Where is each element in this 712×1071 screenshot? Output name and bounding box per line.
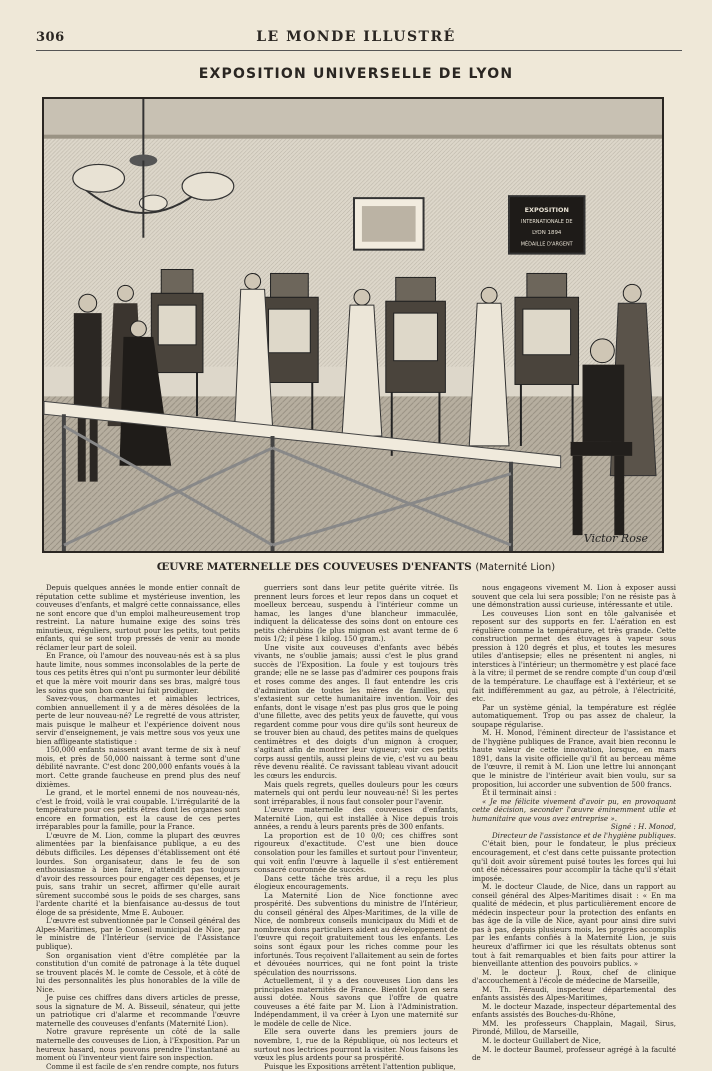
paragraph: M. le docteur J. Roux, chef de clinique d'accouchement à l'école de médecine de Marseille, <box>472 967 676 986</box>
artist-signature: Victor Rose <box>583 532 648 545</box>
paragraph: Je puise ces chiffres dans divers articles de presse, sous la signature de M. A. Bisseuil, sénateur, qui jette un patriotique cri d'alarme et recommande l'œuvre maternelle des couveuses d'enfants (Maternité Lion). <box>36 993 240 1028</box>
paragraph: L'œuvre est subventionnée par le Conseil général des Alpes-Maritimes, par le Conseil municipal de Nice, par le ministre de l'Intérieur (service de l'Assistance publique). <box>36 916 240 951</box>
paragraph: Directeur de l'assistance et de l'hygiène publiques. <box>491 830 676 840</box>
paragraph: Savez-vous, charmantes et aimables lectrices, combien annuellement il y a de mères désolées de la perte de leur nouveau-né? Le regretté de vous attrister, mais puisque le malheur et l'expérience doivent nous servir d'enseignement, je vais mettre sous vos yeux une bien affligeante statistique : <box>36 694 240 746</box>
poster-line: INTERNATIONALE DE <box>521 218 573 225</box>
paragraph: Le grand, et le mortel ennemi de nos nouveau-nés, c'est le froid, voilà le vrai coupable. L'irrégularité de la température pour ces petits êtres dont les organes sont encore en formation, est la cause de ces pertes irréparables pour la famille, pour la France. <box>36 788 240 832</box>
caption-sub: (Maternité Lion) <box>475 562 556 573</box>
paragraph: M. le docteur Guillabert de Nice, <box>482 1035 601 1045</box>
illustration-caption <box>0 561 712 573</box>
incubator-hall-engraving <box>44 99 662 551</box>
journal-title: LE MONDE ILLUSTRÉ <box>256 29 456 45</box>
article-column-1 <box>36 583 240 1071</box>
paragraph: La Maternité Lion de Nice fonctionne avec prospérité. Des subventions du ministre de l'Intérieur, du conseil général des Alpes-Maritimes, de la ville de Nice, de nombreux conseils municipaux du Midi et de nombreux dons particuliers aident au développement de l'œuvre qui reçoit gratuitement tous les enfants. Les soins sont égaux pour les riches comme pour les infortunés. Tous reçoivent l'allaitement au sein de fortes et dévouées nourrices, qui ne font point la triste spéculation des nourrissons. <box>254 890 458 977</box>
caption-main: ŒUVRE MATERNELLE DES COUVEUSES D'ENFANTS <box>156 561 472 573</box>
paragraph: Dans cette tâche très ardue, il a reçu les plus élogieux encouragements. <box>254 873 458 892</box>
article-column-2 <box>254 583 458 1071</box>
paragraph: nous engageons vivement M. Lion à exposer aussi souvent que cela lui sera possible; l'on ne résiste pas à une démonstration aussi curieuse, intéressante et utile. <box>472 583 676 610</box>
exposition-poster <box>509 196 585 253</box>
paragraph: Son organisation vient d'être complétée par la constitution d'un comité de patronage à la tête duquel se trouvent placés M. le comte de Cessole, et à côté de lui des personnalités les plus honorables de la ville de Nice. <box>36 950 240 994</box>
paragraph: M. le docteur Baumel, professeur agrégé à la faculté de <box>472 1044 676 1063</box>
paragraph: Les couveuses Lion sont en tôle galvanisée et reposent sur des supports en fer. L'aération en est régulière comme la température, et très grande. Cette construction permet des étuvages à vapeur sous pression à 120 degrés et plus, et toutes les mesures utiles d'antisepsie; elles ne présentent ni angles, ni interstices à l'intérieur; un thermomètre y est placé face à la vitre; il permet de se rendre compte d'un coup d'œil de la température. Le chauffage est à l'extérieur, et se fait indifféremment au gaz, au pétrole, à l'électricité, etc. <box>472 608 676 704</box>
paragraph: L'œuvre maternelle des couveuses d'enfants, Maternité Lion, qui est installée à Nice depuis trois années, a rendu à leurs parents près de 300 enfants. <box>254 805 458 832</box>
engraving-illustration <box>42 97 664 553</box>
poster-line: LYON 1894 <box>532 229 562 236</box>
paragraph: C'était bien, pour le fondateur, le plus précieux encouragement, et c'est dans cette puissante protection qu'il doit avoir sûrement puisé toutes les forces qui lui ont été nécessaires pour accomplir la tâche qu'il s'était imposée. <box>472 839 676 883</box>
wall-picture <box>354 198 424 250</box>
paragraph: M. Th. Féraudi, inspecteur départemental des enfants assistés des Alpes-Maritimes, <box>472 984 676 1003</box>
paragraph: Actuellement, il y a des couveuses Lion dans les principales maternités de France. Bientôt Lyon en sera aussi dotée. Nous savons que l'offre de quatre couveuses a été faite par M. Lion à l'Administration. Indépendamment, il va créer à Lyon une maternité sur le modèle de celle de Nice. <box>254 976 458 1028</box>
poster-line: EXPOSITION <box>524 206 569 214</box>
paragraph: Comme il est facile de s'en rendre compte, nos futurs <box>46 1061 239 1071</box>
paragraph: Mais quels regrets, quelles douleurs pour les cœurs maternels qui ont perdu leur nouveau-né! Si les pertes sont irréparables, il nous faut consoler pour l'avenir. <box>254 779 458 806</box>
paragraph: Puisque les Expositions arrêtent l'attention publique, <box>264 1061 456 1071</box>
paragraph: Et il terminait ainsi : <box>482 788 557 798</box>
poster-line: MÉDAILLE D'ARGENT <box>520 241 573 248</box>
paragraph: L'œuvre de M. Lion, comme la plupart des œuvres alimentées par la bienfaisance publique, a eu des débuts difficiles. Les dépenses d'établissement ont été lourdes. Son organisateur, dans le feu de son enthousiasme à bien faire, n'attendit pas toujours d'avoir des ressources pour engager ces dépenses, et je puis, sans trahir un secret, affirmer qu'elle aurait sûrement succombé sous le poids de ses charges, sans l'ardente charité et la bienfaisance au-dessus de tout éloge de sa présidente, Mme E. Aubouer. <box>36 830 240 917</box>
paragraph: guerriers sont dans leur petite guérite vitrée. Ils prennent leurs forces et leur repos dans un coquet et moelleux berceau, suspendu à l'intérieur comme un hamac, les langes d'une blancheur immaculée, indiquent la délicatesse des soins dont on entoure ces petits chérubins (le plus mignon est avant terme de 6 mois 1/2; il pèse 1 kilog. 150 gram.). <box>254 583 458 644</box>
article-title: EXPOSITION UNIVERSELLE DE LYON <box>198 66 514 82</box>
paragraph: 150,000 enfants naissent avant terme de six à neuf mois, et près de 50,000 naissant à terme sont d'une débilité navrante. C'est donc 200,000 enfants voués à la mort. Cette grande faucheuse en prend plus des neuf dixièmes. <box>36 745 240 789</box>
page-number: 306 <box>36 30 65 45</box>
paragraph: M. le docteur Claude, de Nice, dans un rapport au conseil général des Alpes-Maritimes disait : « En ma qualité de médecin, et plus particulièrement encore de médecin inspecteur pour la protection des enfants en bas âge de la ville de Nice, ayant pour ainsi dire suivi pas à pas, depuis plusieurs mois, les progrès accomplis par les enfants confiés à la Maternité Lion, je suis heureux d'affirmer ici que les résultats obtenus sont tout à fait remarquables et bien faits pour attirer la bienveillante attention des pouvoirs publics. » <box>472 882 676 969</box>
paragraph: Par un système génial, la température est réglée automatiquement. Trop ou pas assez de chaleur, la soupape régularise. <box>472 702 676 729</box>
header-rule <box>36 50 682 51</box>
article-columns <box>36 583 676 1071</box>
paragraph: Depuis quelques années le monde entier connaît de réputation cette sublime et mystérieuse invention, les couveuses d'enfants, et malgré cette connaissance, elles ne sont encore que d'un emploi malheureusement trop restreint. La nature humaine exige des soins très minutieux, réguliers, surtout pour les petits, tout petits enfants, qui se sont trop pressés de venir au monde réclamer leur part de soleil. <box>36 583 240 652</box>
paragraph: Signé : H. Monod, <box>610 822 676 832</box>
paragraph: En France, où l'amour des nouveau-nés est à sa plus haute limite, nous sommes inconsolables de la perte de tous ces petits êtres qui n'ont pu surmonter leur débilité et que la mère voit mourir dans ses bras, malgré tous les soins que son bon cœur lui fait prodiguer. <box>36 651 240 695</box>
paragraph: La proportion est de 10 0/0; ces chiffres sont rigoureux d'exactitude. C'est une bien douce consolation pour les familles et surtout pour l'inventeur, qui voit enfin l'œuvre à laquelle il s'est entièrement consacré couronnée de succès. <box>254 830 458 875</box>
article-column-3 <box>472 583 676 1063</box>
paragraph: M. le docteur Mazade, inspecteur départemental des enfants assistés des Bouches-du-Rhône, <box>472 1001 676 1020</box>
paragraph: Notre gravure représente un côté de la salle maternelle des couveuses de Lion, à l'Exposition. Par un heureux hasard, nous pouvons prendre l'instantané au moment où l'inventeur vient faire son inspection. <box>36 1027 240 1063</box>
paragraph: « Je me félicite vivement d'avoir pu, en provoquant cette décision, seconder l'œuvre éminemment utile et humanitaire que vous avez entreprise ». <box>472 796 676 823</box>
paragraph: Elle sera ouverte dans les premiers jours de novembre, 1, rue de la République, où nos lecteurs et surtout nos lectrices pourront la visiter. Nous faisons les vœux les plus ardents pour sa prospérité. <box>254 1027 458 1063</box>
paragraph: M. H. Monod, l'éminent directeur de l'assistance et de l'hygiène publiques de France, avait bien reconnu le haute valeur de cette innovation, lorsque, en mars 1891, dans la visite officielle qu'il fit au berceau même de l'œuvre, il remit à M. Lion une lettre lui annonçant que le ministre de l'intérieur avait bien voulu, sur sa proposition, lui accorder une subvention de 500 francs. <box>472 728 676 789</box>
paragraph: MM. les professeurs Chapplain, Magail, Sirus, Pirondé, Millou, de Marseille, <box>472 1018 676 1037</box>
paragraph: Une visite aux couveuses d'enfants avec bébés vivants, ne s'oublie jamais; aussi c'est le plus grand succès de l'Exposition. La foule y est toujours très grande; elle ne se lasse pas d'admirer ces poupons frais et roses comme des anges. Il faut entendre les cris d'admiration de toutes les mères de familles, qui s'extasient sur cette humanitaire invention. Voir des enfants, dont le visage n'est pas plus gros que le poing d'une fillette, avec des petits yeux de fauvette, qui vous regardent comme pour vous dire qu'ils sont heureux de se trouver bien au chaud, des petites mains de quelques centimètres et des doigts d'un mignon à croquer, s'agitant afin de montrer leur vigueur; voir ces petits corps aussi gentils, aussi pleins de vie, c'est vu au beau rêve devenu réalité. Ce ravissant tableau vivant adoucit les cœurs les endurcis. <box>254 642 458 781</box>
